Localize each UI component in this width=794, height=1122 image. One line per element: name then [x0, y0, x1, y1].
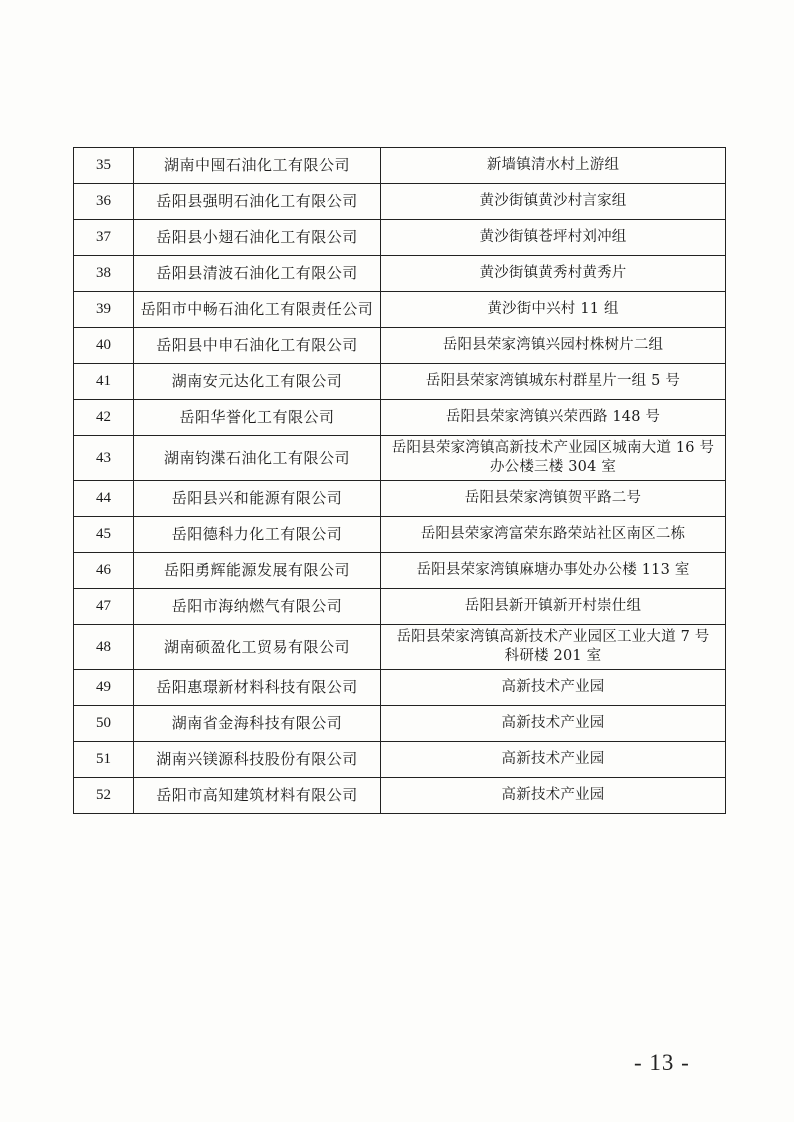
row-number-cell: 42: [74, 400, 134, 436]
address-line: 黄沙街镇黄沙村言家组: [479, 193, 627, 209]
company-name-cell: 岳阳惠璟新材料科技有限公司: [134, 670, 381, 706]
company-name-cell: 湖南硕盈化工贸易有限公司: [134, 625, 381, 670]
row-number-cell: 51: [74, 742, 134, 778]
address-line: 岳阳县荣家湾富荣东路荣站社区南区二栋: [420, 526, 686, 542]
address-line: 岳阳县荣家湾镇城东村群星片一组 5 号: [425, 373, 681, 389]
row-number-cell: 41: [74, 364, 134, 400]
row-number-cell: 38: [74, 256, 134, 292]
company-name-cell: 岳阳县清波石油化工有限公司: [134, 256, 381, 292]
company-name-cell: 岳阳县兴和能源有限公司: [134, 481, 381, 517]
company-name-cell: 湖南兴镁源科技股份有限公司: [134, 742, 381, 778]
company-name-cell: 湖南省金海科技有限公司: [134, 706, 381, 742]
table-row: [74, 670, 726, 706]
table-row: [74, 481, 726, 517]
table-row: [74, 184, 726, 220]
address-cell: [381, 742, 726, 778]
company-name-cell: 岳阳县中申石油化工有限公司: [134, 328, 381, 364]
row-number-cell: 50: [74, 706, 134, 742]
address-cell: [381, 553, 726, 589]
table-row: [74, 589, 726, 625]
company-name-cell: 岳阳德科力化工有限公司: [134, 517, 381, 553]
company-name-cell: 岳阳县强明石油化工有限公司: [134, 184, 381, 220]
address-line: 办公楼三楼 304 室: [489, 459, 617, 475]
address-line: 岳阳县荣家湾镇麻塘办事处办公楼 113 室: [416, 562, 690, 578]
address-line: 岳阳县荣家湾镇高新技术产业园区工业大道 7 号: [396, 629, 710, 645]
table-row: [74, 328, 726, 364]
address-line: 岳阳县荣家湾镇高新技术产业园区城南大道 16 号: [391, 440, 715, 456]
row-number-cell: 37: [74, 220, 134, 256]
address-line: 高新技术产业园: [501, 715, 605, 731]
row-number-cell: 52: [74, 778, 134, 814]
table-row: [74, 292, 726, 328]
table-row: [74, 148, 726, 184]
address-cell: [381, 670, 726, 706]
row-number-cell: 36: [74, 184, 134, 220]
row-number-cell: 35: [74, 148, 134, 184]
row-number-cell: 40: [74, 328, 134, 364]
address-cell: [381, 148, 726, 184]
table-row: [74, 436, 726, 481]
row-number-cell: 39: [74, 292, 134, 328]
address-line: 黄沙街镇苍坪村刘冲组: [479, 229, 627, 245]
company-name-cell: 岳阳华誉化工有限公司: [134, 400, 381, 436]
address-cell: [381, 706, 726, 742]
company-name-cell: 湖南钧渫石油化工有限公司: [134, 436, 381, 481]
table-row: [74, 517, 726, 553]
address-line: 高新技术产业园: [501, 679, 605, 695]
company-name-cell: 岳阳市海纳燃气有限公司: [134, 589, 381, 625]
page-number: - 13 -: [634, 1050, 690, 1075]
address-line: 岳阳县新开镇新开村崇仕组: [464, 598, 642, 614]
address-line: 黄沙街中兴村 11 组: [487, 301, 619, 317]
table-row: [74, 220, 726, 256]
address-cell: [381, 517, 726, 553]
table-row: [74, 256, 726, 292]
address-cell: [381, 481, 726, 517]
address-cell: [381, 625, 726, 670]
address-cell: [381, 220, 726, 256]
table-row: [74, 553, 726, 589]
table-row: [74, 706, 726, 742]
address-line: 新墙镇清水村上游组: [486, 157, 620, 173]
address-cell: [381, 256, 726, 292]
company-name-cell: 岳阳市中畅石油化工有限责任公司: [134, 292, 381, 328]
table-row: [74, 400, 726, 436]
row-number-cell: 49: [74, 670, 134, 706]
company-name-cell: 岳阳县小翅石油化工有限公司: [134, 220, 381, 256]
row-number-cell: 46: [74, 553, 134, 589]
table-row: [74, 742, 726, 778]
company-name-cell: 岳阳勇辉能源发展有限公司: [134, 553, 381, 589]
address-cell: [381, 328, 726, 364]
address-line: 黄沙街镇黄秀村黄秀片: [479, 265, 627, 281]
address-cell: [381, 436, 726, 481]
company-table-body: [74, 148, 726, 814]
row-number-cell: 45: [74, 517, 134, 553]
company-name-cell: 湖南安元达化工有限公司: [134, 364, 381, 400]
table-row: [74, 625, 726, 670]
address-line: 岳阳县荣家湾镇兴荣西路 148 号: [445, 409, 661, 425]
table-row: [74, 364, 726, 400]
address-line: 岳阳县荣家湾镇兴园村株树片二组: [442, 337, 664, 353]
address-cell: [381, 589, 726, 625]
address-line: 高新技术产业园: [501, 787, 605, 803]
address-cell: [381, 364, 726, 400]
address-cell: [381, 400, 726, 436]
table-row: [74, 778, 726, 814]
address-cell: [381, 184, 726, 220]
company-name-cell: 湖南中囤石油化工有限公司: [134, 148, 381, 184]
row-number-cell: 48: [74, 625, 134, 670]
address-line: 科研楼 201 室: [504, 648, 602, 664]
row-number-cell: 47: [74, 589, 134, 625]
company-name-cell: 岳阳市高知建筑材料有限公司: [134, 778, 381, 814]
address-cell: [381, 778, 726, 814]
row-number-cell: 43: [74, 436, 134, 481]
address-cell: [381, 292, 726, 328]
row-number-cell: 44: [74, 481, 134, 517]
address-line: 高新技术产业园: [501, 751, 605, 767]
address-line: 岳阳县荣家湾镇贺平路二号: [464, 490, 642, 506]
company-table: [73, 147, 726, 814]
